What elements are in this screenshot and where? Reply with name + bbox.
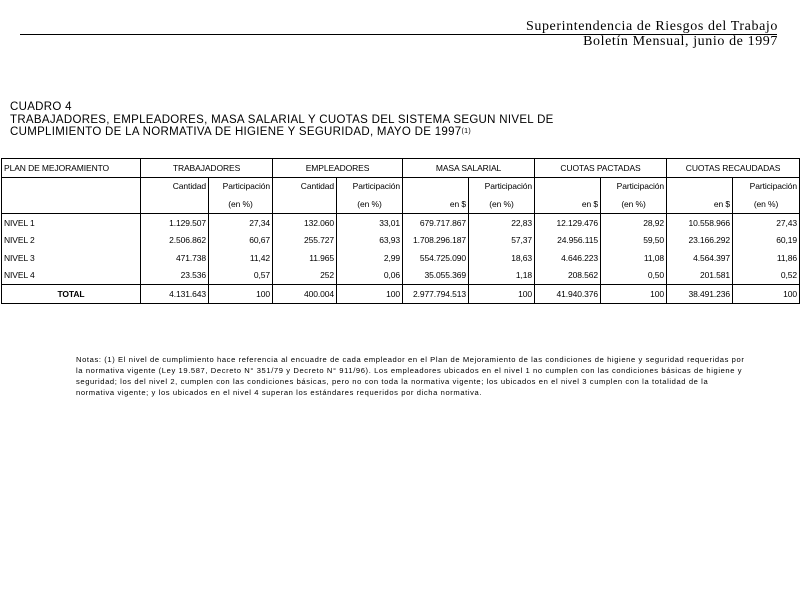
- table-cell: 57,37: [469, 231, 535, 249]
- group-header-cuotas-pactadas: CUOTAS PACTADAS: [535, 159, 667, 178]
- table-caption: [10, 101, 554, 139]
- subheader-cell: Participación: [601, 177, 667, 195]
- units-cell: en $: [403, 195, 469, 213]
- table-cell: 1,18: [469, 267, 535, 285]
- group-header-empleadores: EMPLEADORES: [273, 159, 403, 178]
- data-table: [1, 158, 800, 304]
- table-cell: 63,93: [337, 231, 403, 249]
- table-cell: 679.717.867: [403, 213, 469, 231]
- table-cell: 1.129.507: [141, 213, 209, 231]
- table-cell: 59,50: [601, 231, 667, 249]
- total-cell: 4.131.643: [141, 285, 209, 304]
- table-cell: 4.646.223: [535, 249, 601, 267]
- table-cell: 23.536: [141, 267, 209, 285]
- group-header-plan: PLAN DE MEJORAMIENTO: [2, 159, 141, 178]
- total-cell: 100: [601, 285, 667, 304]
- table-cell: 471.738: [141, 249, 209, 267]
- row-label: NIVEL 4: [2, 267, 141, 285]
- table-cell: 0,57: [209, 267, 273, 285]
- table-cell: 23.166.292: [667, 231, 733, 249]
- table-cell: 2.506.862: [141, 231, 209, 249]
- total-cell: 100: [469, 285, 535, 304]
- table-cell: 28,92: [601, 213, 667, 231]
- subheader-cell: Participación: [337, 177, 403, 195]
- row-label: NIVEL 2: [2, 231, 141, 249]
- cuadro-note-ref: (1): [461, 128, 471, 135]
- table-cell: 18,63: [469, 249, 535, 267]
- table-cell: 0,50: [601, 267, 667, 285]
- cuadro-label: CUADRO 4: [10, 101, 72, 113]
- table-cell: 12.129.476: [535, 213, 601, 231]
- cuadro-title-line1: TRABAJADORES, EMPLEADORES, MASA SALARIAL Y CUOTAS DEL SISTEMA SEGUN NIVEL DE: [10, 113, 554, 126]
- subheader-cell: [403, 177, 469, 195]
- total-cell: 400.004: [273, 285, 337, 304]
- table-total-row: [2, 285, 800, 304]
- units-cell: (en %): [601, 195, 667, 213]
- total-cell: 100: [209, 285, 273, 304]
- table-cell: 132.060: [273, 213, 337, 231]
- table-cell: 1.708.296.187: [403, 231, 469, 249]
- total-cell: 2.977.794.513: [403, 285, 469, 304]
- units-cell: (en %): [469, 195, 535, 213]
- subheader-cell: Participación: [469, 177, 535, 195]
- subheader-cell: [2, 177, 141, 195]
- subheader-cell: Cantidad: [141, 177, 209, 195]
- table-cell: 208.562: [535, 267, 601, 285]
- table-cell: 35.055.369: [403, 267, 469, 285]
- bulletin-edition: Boletín Mensual, junio de 1997: [583, 34, 778, 49]
- table-cell: 60,19: [733, 231, 800, 249]
- units-cell: en $: [535, 195, 601, 213]
- table-row: [2, 249, 800, 267]
- table-cell: 60,67: [209, 231, 273, 249]
- table-units-row: [2, 195, 800, 213]
- units-cell: en $: [667, 195, 733, 213]
- table-cell: 201.581: [667, 267, 733, 285]
- group-header-cuotas-recaudadas: CUOTAS RECAUDADAS: [667, 159, 800, 178]
- table-row: [2, 231, 800, 249]
- cuadro-title-line2: [10, 126, 554, 139]
- subheader-cell: [535, 177, 601, 195]
- subheader-cell: [667, 177, 733, 195]
- table-cell: 11,86: [733, 249, 800, 267]
- total-cell: 100: [733, 285, 800, 304]
- units-cell: (en %): [733, 195, 800, 213]
- table-group-header-row: [2, 159, 800, 178]
- total-label: TOTAL: [2, 285, 141, 304]
- table-cell: 0,52: [733, 267, 800, 285]
- row-label: NIVEL 1: [2, 213, 141, 231]
- table-subheader-row: [2, 177, 800, 195]
- bulletin-publisher: Superintendencia de Riesgos del Trabajo: [525, 19, 778, 34]
- table-cell: 252: [273, 267, 337, 285]
- table-cell: 255.727: [273, 231, 337, 249]
- table-row: [2, 213, 800, 231]
- units-cell: [2, 195, 141, 213]
- table-cell: 11.965: [273, 249, 337, 267]
- subheader-cell: Participación: [209, 177, 273, 195]
- table-row: [2, 267, 800, 285]
- group-header-masa-salarial: MASA SALARIAL: [403, 159, 535, 178]
- subheader-cell: Cantidad: [273, 177, 337, 195]
- row-label: NIVEL 3: [2, 249, 141, 267]
- units-cell: [273, 195, 337, 213]
- units-cell: [141, 195, 209, 213]
- total-cell: 100: [337, 285, 403, 304]
- table-cell: 10.558.966: [667, 213, 733, 231]
- units-cell: (en %): [337, 195, 403, 213]
- table-cell: 0,06: [337, 267, 403, 285]
- table-cell: 27,34: [209, 213, 273, 231]
- table-notes: Notas: (1) El nivel de cumplimiento hace referencia al encuadre de cada empleador en el Plan de Mejoramiento de las condiciones de higiene y seguridad requeridas por la normativa vigente (Ley 19.587, Decreto N° 351/79 y Decreto N° 911/96). Los empleadores ubicados en el nivel 1 no cumplen con las condiciones básicas de higiene y seguridad; los del nivel 2, cumplen con las condiciones básicas, pero no con toda la normativa vigente; los ubicados en el nivel 3 cumplen con la totalidad de la normativa vigente; y los ubicados en el nivel 4 superan los estándares requeridos por dicha normativa.: [76, 355, 745, 397]
- subheader-cell: Participación: [733, 177, 800, 195]
- total-cell: 38.491.236: [667, 285, 733, 304]
- table-cell: 33,01: [337, 213, 403, 231]
- table-cell: 4.564.397: [667, 249, 733, 267]
- table-cell: 2,99: [337, 249, 403, 267]
- units-cell: (en %): [209, 195, 273, 213]
- table-cell: 27,43: [733, 213, 800, 231]
- table-cell: 11,08: [601, 249, 667, 267]
- table-cell: 554.725.090: [403, 249, 469, 267]
- table-cell: 24.956.115: [535, 231, 601, 249]
- cuadro-title-line2-text: CUMPLIMIENTO DE LA NORMATIVA DE HIGIENE Y SEGURIDAD, MAYO DE 1997: [10, 126, 462, 138]
- table-cell: 11,42: [209, 249, 273, 267]
- group-header-trabajadores: TRABAJADORES: [141, 159, 273, 178]
- table-cell: 22,83: [469, 213, 535, 231]
- total-cell: 41.940.376: [535, 285, 601, 304]
